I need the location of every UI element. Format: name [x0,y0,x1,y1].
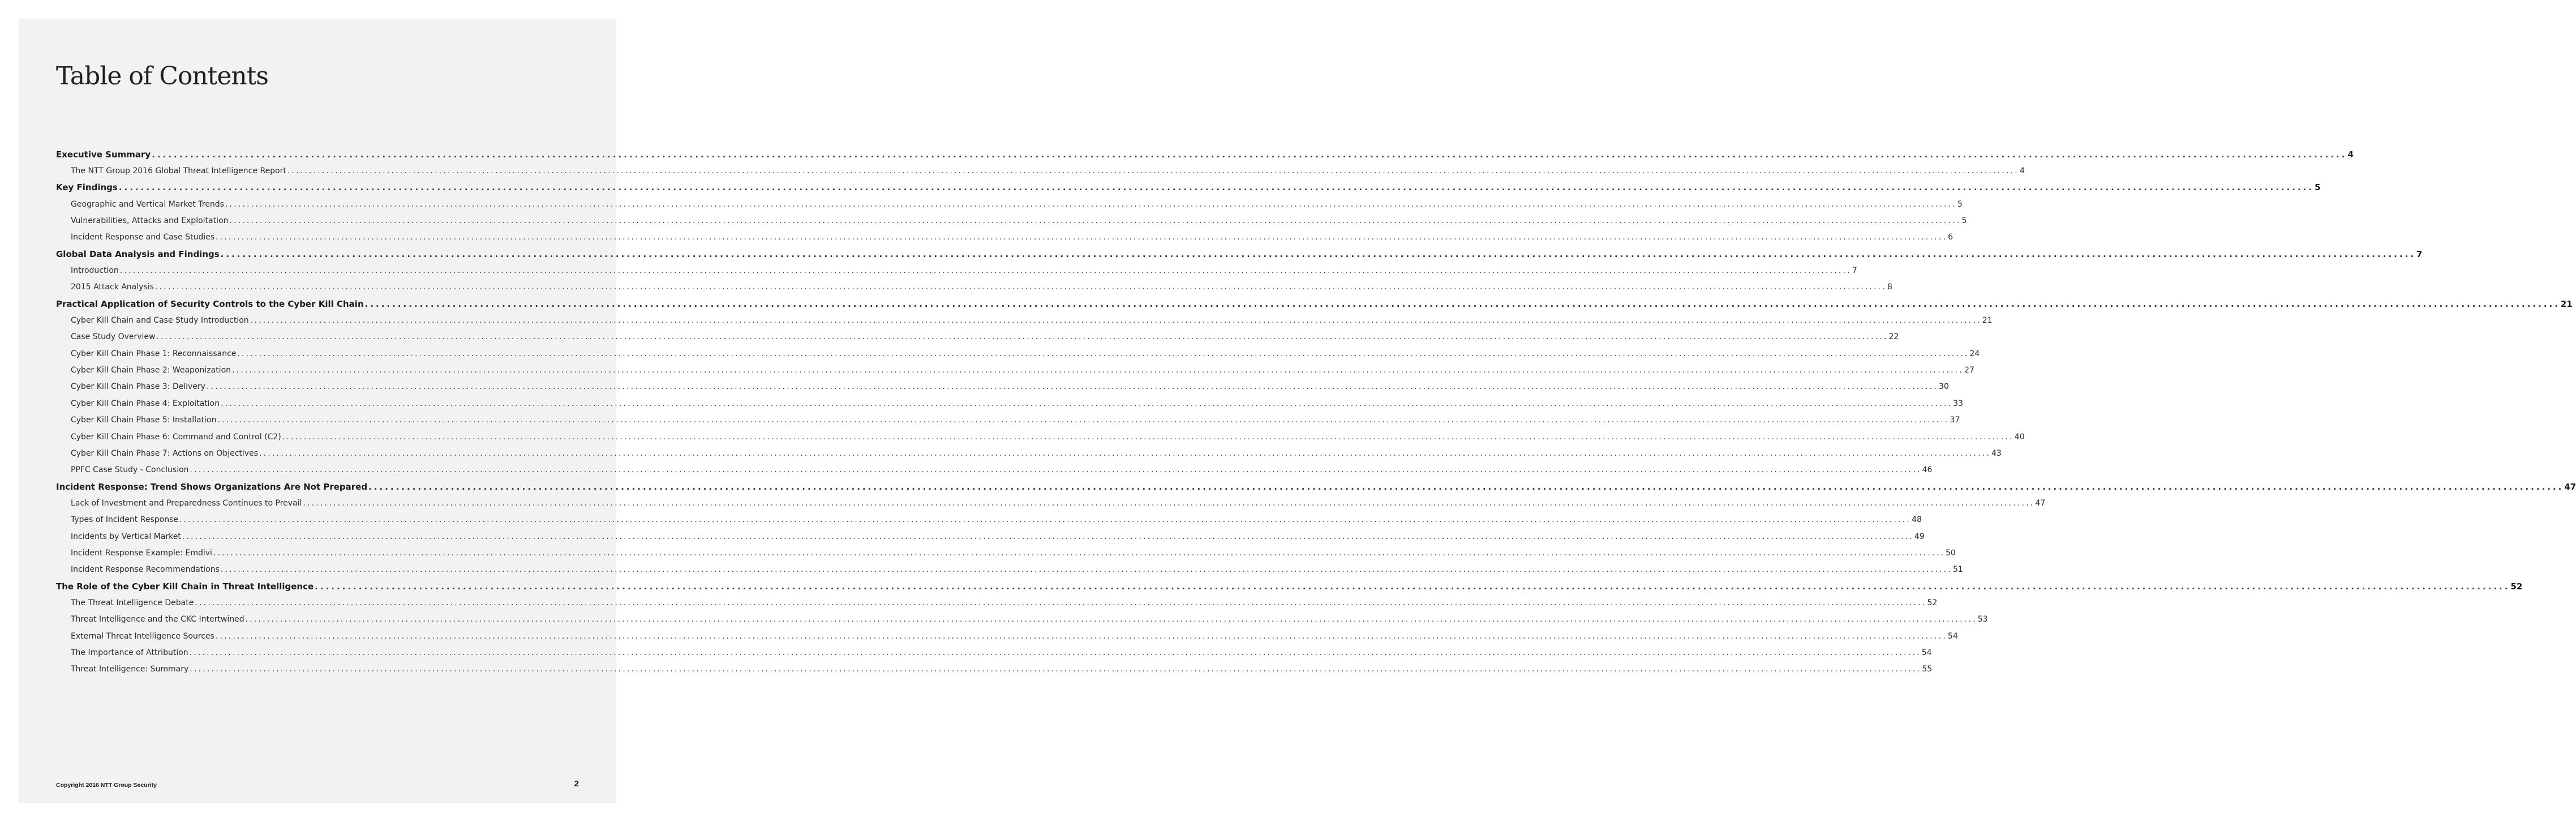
toc-entry-label: Incident Response: Trend Shows Organizations Are Not Prepared [56,481,368,492]
toc-dot-leader: ................................................................................................................................................................................................................................................................................................................................................................................................................ [189,648,1921,657]
table-of-contents [56,146,2576,678]
toc-entry-page-number: 5 [1957,199,1963,209]
toc-subsection-entry[interactable] [56,528,1925,545]
toc-entry-page-number: 43 [1991,448,2002,458]
toc-entry-label: Geographic and Vertical Market Trends [71,199,224,209]
toc-dot-leader: ................................................................................................................................................................................................................................................................................................................................................................................................................ [368,481,2564,492]
toc-entry-label: Incident Response Recommendations [71,565,220,575]
toc-dot-leader: ................................................................................................................................................................................................................................................................................................................................................................................................................ [217,416,1950,425]
toc-entry-page-number: 21 [2560,298,2573,309]
toc-dot-leader: ................................................................................................................................................................................................................................................................................................................................................................................................................ [118,182,2315,193]
toc-entry-page-number: 6 [1948,233,1954,242]
toc-entry-page-number: 7 [1852,266,1857,276]
toc-subsection-entry[interactable] [56,362,1974,378]
toc-entry-page-number: 5 [1961,216,1967,226]
footer-copyright: Copyright 2016 NTT Group Security [56,782,157,789]
toc-dot-leader: ................................................................................................................................................................................................................................................................................................................................................................................................................ [232,366,1964,375]
toc-dot-leader: ................................................................................................................................................................................................................................................................................................................................................................................................................ [190,465,1922,475]
toc-subsection-entry[interactable] [56,212,1967,229]
toc-subsection-entry[interactable] [56,196,1963,212]
toc-entry-label: Threat Intelligence: Summary [71,665,189,674]
toc-entry-page-number: 53 [1977,615,1988,624]
toc-subsection-entry[interactable] [56,329,1899,345]
toc-subsection-entry[interactable] [56,445,2002,461]
toc-dot-leader: ................................................................................................................................................................................................................................................................................................................................................................................................................ [152,149,2347,160]
toc-dot-leader: ................................................................................................................................................................................................................................................................................................................................................................................................................ [213,548,1946,558]
toc-dot-leader: ................................................................................................................................................................................................................................................................................................................................................................................................................ [259,448,1991,458]
toc-dot-leader: ................................................................................................................................................................................................................................................................................................................................................................................................................ [237,349,1969,358]
toc-entry-label: Incident Response and Case Studies [71,233,215,242]
toc-entry-label: Cyber Kill Chain Phase 3: Delivery [71,382,205,392]
document-page [19,19,2576,803]
toc-dot-leader: ................................................................................................................................................................................................................................................................................................................................................................................................................ [220,565,1952,575]
toc-dot-leader: ................................................................................................................................................................................................................................................................................................................................................................................................................ [225,199,1957,209]
toc-dot-leader: ................................................................................................................................................................................................................................................................................................................................................................................................................ [221,399,1953,408]
toc-dot-leader: ................................................................................................................................................................................................................................................................................................................................................................................................................ [195,598,1927,607]
toc-dot-leader: ................................................................................................................................................................................................................................................................................................................................................................................................................ [220,249,2416,259]
toc-dot-leader: ................................................................................................................................................................................................................................................................................................................................................................................................................ [287,166,2019,176]
toc-entry-page-number: 55 [1922,665,1933,674]
toc-entry-label: Cyber Kill Chain Phase 7: Actions on Objectives [71,448,258,458]
toc-entry-label: The Role of the Cyber Kill Chain in Threat Intelligence [56,581,314,592]
toc-entry-label: Vulnerabilities, Attacks and Exploitation [71,216,229,226]
toc-entry-page-number: 7 [2416,249,2423,259]
toc-dot-leader: ................................................................................................................................................................................................................................................................................................................................................................................................................ [206,382,1939,392]
toc-entry-label: The Importance of Attribution [71,648,188,657]
toc-subsection-entry[interactable] [56,379,1949,395]
toc-entry-page-number: 52 [2510,581,2523,592]
toc-entry-page-number: 33 [1953,399,1963,408]
toc-dot-leader: ................................................................................................................................................................................................................................................................................................................................................................................................................ [154,282,1887,292]
toc-entry-label: Cyber Kill Chain and Case Study Introduction [71,316,249,326]
toc-entry-label: Key Findings [56,182,118,193]
toc-subsection-entry[interactable] [56,262,1857,279]
toc-subsection-entry[interactable] [56,512,1922,528]
toc-entry-label: 2015 Attack Analysis [71,282,154,292]
toc-entry-label: External Threat Intelligence Sources [71,631,214,641]
toc-entry-label: Global Data Analysis and Findings [56,249,220,259]
toc-dot-leader: ................................................................................................................................................................................................................................................................................................................................................................................................................ [364,298,2560,309]
toc-entry-page-number: 50 [1946,548,1956,558]
toc-entry-label: Cyber Kill Chain Phase 2: Weaponization [71,366,231,375]
toc-entry-label: Cyber Kill Chain Phase 4: Exploitation [71,399,220,408]
toc-entry-page-number: 46 [1922,465,1933,475]
toc-entry-page-number: 47 [2564,481,2576,492]
toc-entry-page-number: 49 [1914,532,1925,541]
footer-page-number: 2 [574,779,579,789]
toc-entry-label: Incidents by Vertical Market [71,532,181,541]
toc-dot-leader: ................................................................................................................................................................................................................................................................................................................................................................................................................ [282,432,2014,442]
toc-subsection-entry[interactable] [56,661,1933,678]
toc-dot-leader: ................................................................................................................................................................................................................................................................................................................................................................................................................ [190,665,1922,674]
toc-dot-leader: ................................................................................................................................................................................................................................................................................................................................................................................................................ [229,216,1961,226]
toc-section-entry[interactable] [56,179,2321,196]
toc-entry-page-number: 24 [1969,349,1980,358]
toc-subsection-entry[interactable] [56,644,1932,661]
toc-entry-label: PPFC Case Study - Conclusion [71,465,189,475]
toc-subsection-entry[interactable] [56,229,1954,246]
toc-dot-leader: ................................................................................................................................................................................................................................................................................................................................................................................................................ [250,316,1982,326]
toc-dot-leader: ................................................................................................................................................................................................................................................................................................................................................................................................................ [216,233,1948,242]
toc-dot-leader: ................................................................................................................................................................................................................................................................................................................................................................................................................ [245,615,1977,624]
toc-entry-page-number: 30 [1939,382,1949,392]
toc-entry-label: Incident Response Example: Emdivi [71,548,212,558]
toc-entry-page-number: 51 [1952,565,1963,575]
toc-subsection-entry[interactable] [56,162,2025,179]
toc-dot-leader: ................................................................................................................................................................................................................................................................................................................................................................................................................ [315,581,2510,592]
toc-subsection-entry[interactable] [56,628,1958,644]
toc-subsection-entry[interactable] [56,562,1963,578]
toc-entry-page-number: 37 [1950,416,1960,425]
toc-entry-page-number: 54 [1947,631,1958,641]
toc-subsection-entry[interactable] [56,545,1956,561]
toc-entry-label: Threat Intelligence and the CKC Intertwined [71,615,244,624]
toc-dot-leader: ................................................................................................................................................................................................................................................................................................................................................................................................................ [303,498,2035,508]
toc-subsection-entry[interactable] [56,462,1933,478]
toc-entry-page-number: 22 [1888,332,1899,342]
toc-dot-leader: ................................................................................................................................................................................................................................................................................................................................................................................................................ [215,631,1947,641]
toc-entry-label: Lack of Investment and Preparedness Continues to Prevail [71,498,302,508]
toc-section-entry[interactable] [56,478,2576,495]
toc-entry-label: Executive Summary [56,149,151,160]
toc-subsection-entry[interactable] [56,412,1960,429]
toc-entry-label: Cyber Kill Chain Phase 6: Command and Control (C2) [71,432,281,442]
toc-entry-page-number: 27 [1964,366,1974,375]
toc-section-entry[interactable] [56,246,2423,262]
toc-entry-page-number: 5 [2315,182,2321,193]
toc-entry-page-number: 8 [1887,282,1892,292]
toc-dot-leader: ................................................................................................................................................................................................................................................................................................................................................................................................................ [179,515,1912,525]
toc-section-entry[interactable] [56,146,2354,162]
toc-subsection-entry[interactable] [56,495,2046,511]
toc-entry-page-number: 48 [1912,515,1922,525]
toc-entry-label: Introduction [71,266,119,276]
toc-subsection-entry[interactable] [56,429,2025,445]
toc-subsection-entry[interactable] [56,611,1988,628]
toc-section-entry[interactable] [56,578,2523,594]
toc-entry-page-number: 54 [1921,648,1932,657]
toc-entry-label: Cyber Kill Chain Phase 1: Reconnaissance [71,349,237,358]
toc-entry-label: Cyber Kill Chain Phase 5: Installation [71,416,217,425]
toc-entry-page-number: 52 [1927,598,1938,607]
toc-entry-label: Types of Incident Response [71,515,178,525]
toc-subsection-entry[interactable] [56,594,1938,611]
toc-entry-label: The NTT Group 2016 Global Threat Intelligence Report [71,166,286,176]
toc-entry-page-number: 47 [2035,498,2046,508]
toc-subsection-entry[interactable] [56,279,1892,296]
toc-subsection-entry[interactable] [56,395,1963,412]
toc-dot-leader: ................................................................................................................................................................................................................................................................................................................................................................................................................ [156,332,1888,342]
toc-entry-page-number: 21 [1982,316,1993,326]
toc-entry-page-number: 4 [2347,149,2354,160]
toc-subsection-entry[interactable] [56,312,1993,328]
toc-entry-label: The Threat Intelligence Debate [71,598,194,607]
toc-subsection-entry[interactable] [56,345,1980,362]
toc-dot-leader: ................................................................................................................................................................................................................................................................................................................................................................................................................ [182,532,1914,541]
toc-dot-leader: ................................................................................................................................................................................................................................................................................................................................................................................................................ [119,266,1852,276]
toc-section-entry[interactable] [56,296,2573,312]
toc-entry-page-number: 4 [2019,166,2025,176]
toc-entry-page-number: 40 [2014,432,2025,442]
page-title: Table of Contents [56,62,269,91]
toc-entry-label: Practical Application of Security Controls to the Cyber Kill Chain [56,298,364,309]
toc-entry-label: Case Study Overview [71,332,156,342]
